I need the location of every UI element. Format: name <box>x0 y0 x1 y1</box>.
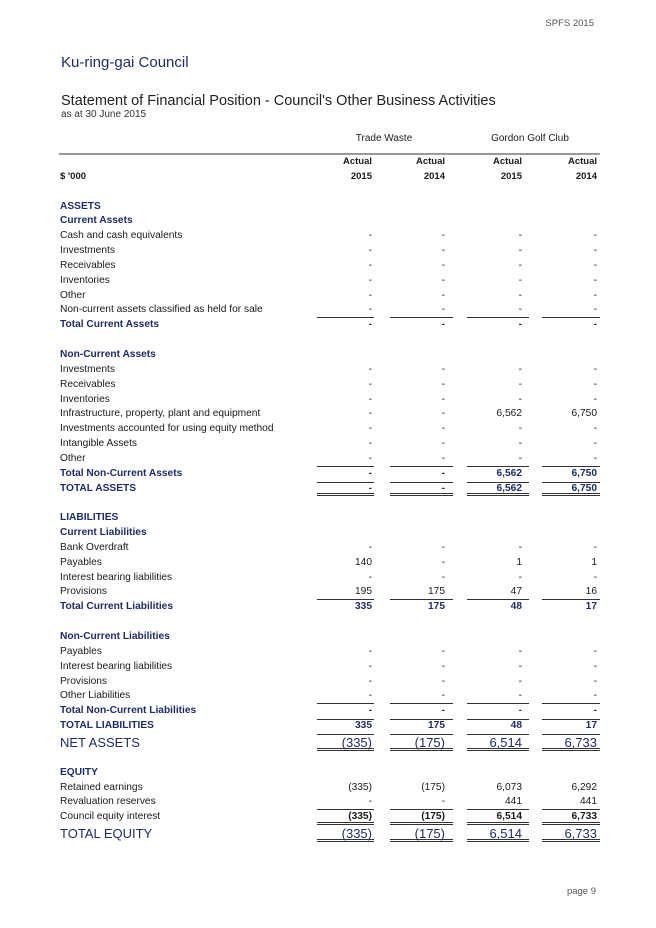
cell-value: - <box>518 378 522 390</box>
total-row <box>59 734 600 751</box>
row-label: NET ASSETS <box>60 734 140 750</box>
table-row <box>59 541 600 556</box>
column-header-row-1 <box>59 155 600 170</box>
underline-rule <box>317 493 374 496</box>
row-label: Receivables <box>60 259 116 271</box>
row-label: Current Assets <box>60 215 133 227</box>
cell-value: - <box>441 705 445 717</box>
table-row <box>59 571 600 586</box>
cell-value: - <box>593 289 597 301</box>
cell-value: 6,750 <box>571 408 597 420</box>
cell-value: 48 <box>510 601 522 613</box>
cell-value: 140 <box>355 556 372 568</box>
overline-rule <box>542 482 600 483</box>
cell-value: - <box>368 482 372 494</box>
cell-value: 6,292 <box>571 781 597 793</box>
cell-value: - <box>593 245 597 257</box>
cell-value: - <box>593 438 597 450</box>
cell-value: - <box>593 705 597 717</box>
table-row <box>59 422 600 437</box>
row-label: Total Non-Current Assets <box>60 467 183 479</box>
cell-value: - <box>593 393 597 405</box>
cell-value: 441 <box>505 796 522 808</box>
column-year: 2015 <box>500 170 522 182</box>
cell-value: - <box>441 363 445 375</box>
cell-value: - <box>518 645 522 657</box>
cell-value: - <box>593 675 597 687</box>
cell-value: - <box>368 319 372 331</box>
cell-value: - <box>368 393 372 405</box>
section-heading-row <box>59 766 600 781</box>
row-label: Interest bearing liabilities <box>60 571 173 583</box>
underline-rule <box>542 748 600 751</box>
table-row <box>59 452 600 467</box>
cell-value: 6,733 <box>564 734 597 750</box>
cell-value: - <box>518 259 522 271</box>
cell-value: 335 <box>355 601 372 613</box>
cell-value: 6,562 <box>496 467 522 479</box>
section-heading-row <box>59 214 600 229</box>
spacer-row <box>59 185 600 200</box>
cell-value: - <box>518 363 522 375</box>
row-label: Cash and cash equivalents <box>60 230 183 242</box>
cell-value: - <box>518 571 522 583</box>
cell-value: - <box>593 319 597 331</box>
cell-value: - <box>368 438 372 450</box>
cell-value: - <box>518 393 522 405</box>
column-header-row-2 <box>59 170 600 185</box>
row-label: Inventories <box>60 274 110 286</box>
underline-rule <box>390 748 453 751</box>
row-label: Revaluation reserves <box>60 796 156 808</box>
table-row <box>59 437 600 452</box>
financial-table <box>59 155 600 842</box>
cell-value: - <box>518 289 522 301</box>
cell-value: (175) <box>421 811 445 823</box>
cell-value: - <box>441 467 445 479</box>
cell-value: - <box>441 690 445 702</box>
cell-value: 6,750 <box>571 482 597 494</box>
spacer-row <box>59 751 600 766</box>
underline-rule <box>467 748 529 751</box>
cell-value: - <box>368 274 372 286</box>
row-label: Current Liabilities <box>60 527 147 539</box>
cell-value: - <box>593 274 597 286</box>
cell-value: 17 <box>585 601 597 613</box>
cell-value: - <box>368 690 372 702</box>
cell-value: - <box>441 319 445 331</box>
cell-value: - <box>593 690 597 702</box>
table-row <box>59 259 600 274</box>
column-year: 2015 <box>350 170 372 182</box>
cell-value: - <box>441 274 445 286</box>
row-label: Provisions <box>60 675 107 687</box>
row-label: Payables <box>60 645 102 657</box>
row-label: Council equity interest <box>60 811 161 823</box>
cell-value: 441 <box>580 796 597 808</box>
table-row <box>59 229 600 244</box>
cell-value: - <box>593 363 597 375</box>
cell-value: - <box>368 452 372 464</box>
overline-rule <box>317 482 374 483</box>
row-label: TOTAL LIABILITIES <box>60 720 154 732</box>
cell-value: - <box>441 645 445 657</box>
cell-value: - <box>441 408 445 420</box>
cell-value: 195 <box>355 586 372 598</box>
cell-value: - <box>593 423 597 435</box>
row-label: Bank Overdraft <box>60 541 129 553</box>
cell-value: - <box>368 467 372 479</box>
cell-value: - <box>518 452 522 464</box>
cell-value: - <box>368 571 372 583</box>
cell-value: - <box>441 675 445 687</box>
row-label: Receivables <box>60 378 116 390</box>
cell-value: 17 <box>585 720 597 732</box>
row-label: Other <box>60 452 86 464</box>
cell-value: - <box>593 230 597 242</box>
total-row <box>59 825 600 842</box>
row-label: Non-current assets classified as held for sale <box>60 304 263 316</box>
overline-rule <box>390 734 453 735</box>
cell-value: 1 <box>591 556 597 568</box>
row-label: Investments accounted for using equity method <box>60 423 274 435</box>
cell-value: 47 <box>510 586 522 598</box>
cell-value: - <box>368 230 372 242</box>
row-label: Interest bearing liabilities <box>60 660 173 672</box>
cell-value: - <box>593 304 597 316</box>
cell-value: - <box>593 541 597 553</box>
underline-rule <box>467 493 529 496</box>
cell-value: - <box>518 423 522 435</box>
column-header: Actual <box>492 156 522 167</box>
cell-value: - <box>441 438 445 450</box>
cell-value: 175 <box>428 601 445 613</box>
row-label: Non-Current Assets <box>60 348 156 360</box>
cell-value: - <box>368 423 372 435</box>
section-heading-row <box>59 200 600 215</box>
column-header: Actual <box>567 156 597 167</box>
cell-value: (175) <box>414 734 445 750</box>
cell-value: - <box>593 259 597 271</box>
cell-value: 175 <box>428 586 445 598</box>
cell-value: 6,733 <box>564 826 597 842</box>
table-row <box>59 795 600 810</box>
page-subtitle: as at 30 June 2015 <box>61 109 147 120</box>
cell-value: - <box>368 796 372 808</box>
cell-value: - <box>368 363 372 375</box>
row-label: Other <box>60 289 86 301</box>
table-row <box>59 556 600 571</box>
spacer-row <box>59 333 600 348</box>
cell-value: (335) <box>341 826 372 842</box>
cell-value: 1 <box>516 556 522 568</box>
cell-value: (335) <box>348 811 372 823</box>
total-row <box>59 704 600 719</box>
total-row <box>59 318 600 333</box>
cell-value: - <box>441 796 445 808</box>
section-heading-row <box>59 348 600 363</box>
overline-rule <box>542 734 600 735</box>
table-body <box>59 185 600 842</box>
column-header: Actual <box>342 156 372 167</box>
table-row <box>59 660 600 675</box>
cell-value: - <box>368 408 372 420</box>
cell-value: - <box>441 660 445 672</box>
row-label: TOTAL ASSETS <box>60 482 137 494</box>
total-row <box>59 810 600 825</box>
cell-value: 6,750 <box>571 467 597 479</box>
cell-value: - <box>593 660 597 672</box>
cell-value: 175 <box>428 720 445 732</box>
table-row <box>59 363 600 378</box>
table-row <box>59 645 600 660</box>
column-header: Actual <box>415 156 445 167</box>
cell-value: - <box>368 541 372 553</box>
underline-rule <box>317 748 374 751</box>
spacer-row <box>59 496 600 511</box>
cell-value: - <box>368 259 372 271</box>
cell-value: - <box>441 245 445 257</box>
row-label: Investments <box>60 363 115 375</box>
cell-value: - <box>368 675 372 687</box>
cell-value: (175) <box>421 781 445 793</box>
page-number: page 9 <box>566 886 596 897</box>
column-year: 2014 <box>423 170 445 182</box>
group-header-trade-waste: Trade Waste <box>355 133 413 144</box>
cell-value: 6,073 <box>496 781 522 793</box>
cell-value: - <box>441 541 445 553</box>
cell-value: 6,562 <box>496 482 522 494</box>
overline-rule <box>317 734 374 735</box>
cell-value: - <box>441 259 445 271</box>
row-label: Total Current Assets <box>60 319 160 331</box>
row-label: Infrastructure, property, plant and equipment <box>60 408 261 420</box>
table-row <box>59 378 600 393</box>
cell-value: 335 <box>355 720 372 732</box>
column-year: 2014 <box>575 170 597 182</box>
cell-value: - <box>518 660 522 672</box>
underline-rule <box>317 839 374 842</box>
cell-value: - <box>441 393 445 405</box>
cell-value: - <box>368 304 372 316</box>
cell-value: (335) <box>341 734 372 750</box>
cell-value: - <box>368 378 372 390</box>
cell-value: 6,514 <box>496 811 522 823</box>
table-row <box>59 393 600 408</box>
cell-value: - <box>518 304 522 316</box>
cell-value: 6,562 <box>496 408 522 420</box>
cell-value: - <box>518 319 522 331</box>
cell-value: - <box>518 438 522 450</box>
table-row <box>59 407 600 422</box>
total-row <box>59 482 600 497</box>
row-label: Non-Current Liabilities <box>60 631 170 642</box>
cell-value: 16 <box>585 586 597 598</box>
cell-value: - <box>441 230 445 242</box>
unit-label: $ '000 <box>60 170 87 182</box>
cell-value: - <box>441 482 445 494</box>
overline-rule <box>467 719 529 720</box>
overline-rule <box>390 719 453 720</box>
cell-value: - <box>368 289 372 301</box>
cell-value: - <box>441 452 445 464</box>
group-header-golf-club: Gordon Golf Club <box>491 133 569 144</box>
row-label: Investments <box>60 245 115 257</box>
row-label: Retained earnings <box>60 781 143 793</box>
cell-value: 6,733 <box>571 811 597 823</box>
cell-value: 6,514 <box>489 826 522 842</box>
cell-value: 48 <box>510 720 522 732</box>
row-label: EQUITY <box>60 766 98 778</box>
cell-value: - <box>518 245 522 257</box>
cell-value: - <box>441 571 445 583</box>
table-row <box>59 303 600 318</box>
cell-value: (335) <box>348 781 372 793</box>
table-row <box>59 289 600 304</box>
cell-value: (175) <box>414 826 445 842</box>
cell-value: - <box>593 645 597 657</box>
overline-rule <box>467 734 529 735</box>
cell-value: - <box>593 571 597 583</box>
cell-value: - <box>518 675 522 687</box>
table-row <box>59 781 600 796</box>
table-row <box>59 244 600 259</box>
cell-value: - <box>593 378 597 390</box>
overline-rule <box>542 719 600 720</box>
table-row <box>59 274 600 289</box>
section-heading-row <box>59 630 600 645</box>
cell-value: - <box>518 541 522 553</box>
cell-value: - <box>441 289 445 301</box>
underline-rule <box>390 493 453 496</box>
total-row <box>59 467 600 482</box>
cell-value: - <box>518 690 522 702</box>
cell-value: - <box>593 452 597 464</box>
council-name: Ku-ring-gai Council <box>61 54 189 71</box>
overline-rule <box>390 482 453 483</box>
cell-value: - <box>441 423 445 435</box>
overline-rule <box>317 719 374 720</box>
cell-value: - <box>368 660 372 672</box>
row-label: Total Current Liabilities <box>60 601 174 613</box>
underline-rule <box>390 839 453 842</box>
section-heading-row <box>59 511 600 526</box>
row-label: Intangible Assets <box>60 438 138 450</box>
total-row <box>59 600 600 615</box>
total-row <box>59 719 600 734</box>
cell-value: - <box>368 705 372 717</box>
row-label: Inventories <box>60 393 110 405</box>
cell-value: - <box>518 705 522 717</box>
underline-rule <box>542 839 600 842</box>
cell-value: - <box>441 378 445 390</box>
row-label: LIABILITIES <box>60 512 119 524</box>
cell-value: - <box>518 274 522 286</box>
cell-value: - <box>441 304 445 316</box>
row-label: Payables <box>60 556 102 568</box>
overline-rule <box>467 482 529 483</box>
row-label: Total Non-Current Liabilities <box>60 705 197 717</box>
cell-value: - <box>518 230 522 242</box>
cell-value: - <box>441 556 445 568</box>
cell-value: - <box>368 245 372 257</box>
section-heading-row <box>59 526 600 541</box>
underline-rule <box>467 839 529 842</box>
table-row <box>59 585 600 600</box>
underline-rule <box>542 493 600 496</box>
row-label: ASSETS <box>60 200 101 212</box>
spacer-row <box>59 615 600 630</box>
page-title: Statement of Financial Position - Council's Other Business Activities <box>61 93 496 109</box>
doc-code: SPFS 2015 <box>545 18 594 29</box>
row-label: TOTAL EQUITY <box>60 826 153 842</box>
row-label: Other Liabilities <box>60 690 131 702</box>
table-row <box>59 675 600 690</box>
cell-value: 6,514 <box>489 734 522 750</box>
cell-value: - <box>368 645 372 657</box>
row-label: Provisions <box>60 586 107 598</box>
table-row <box>59 689 600 704</box>
